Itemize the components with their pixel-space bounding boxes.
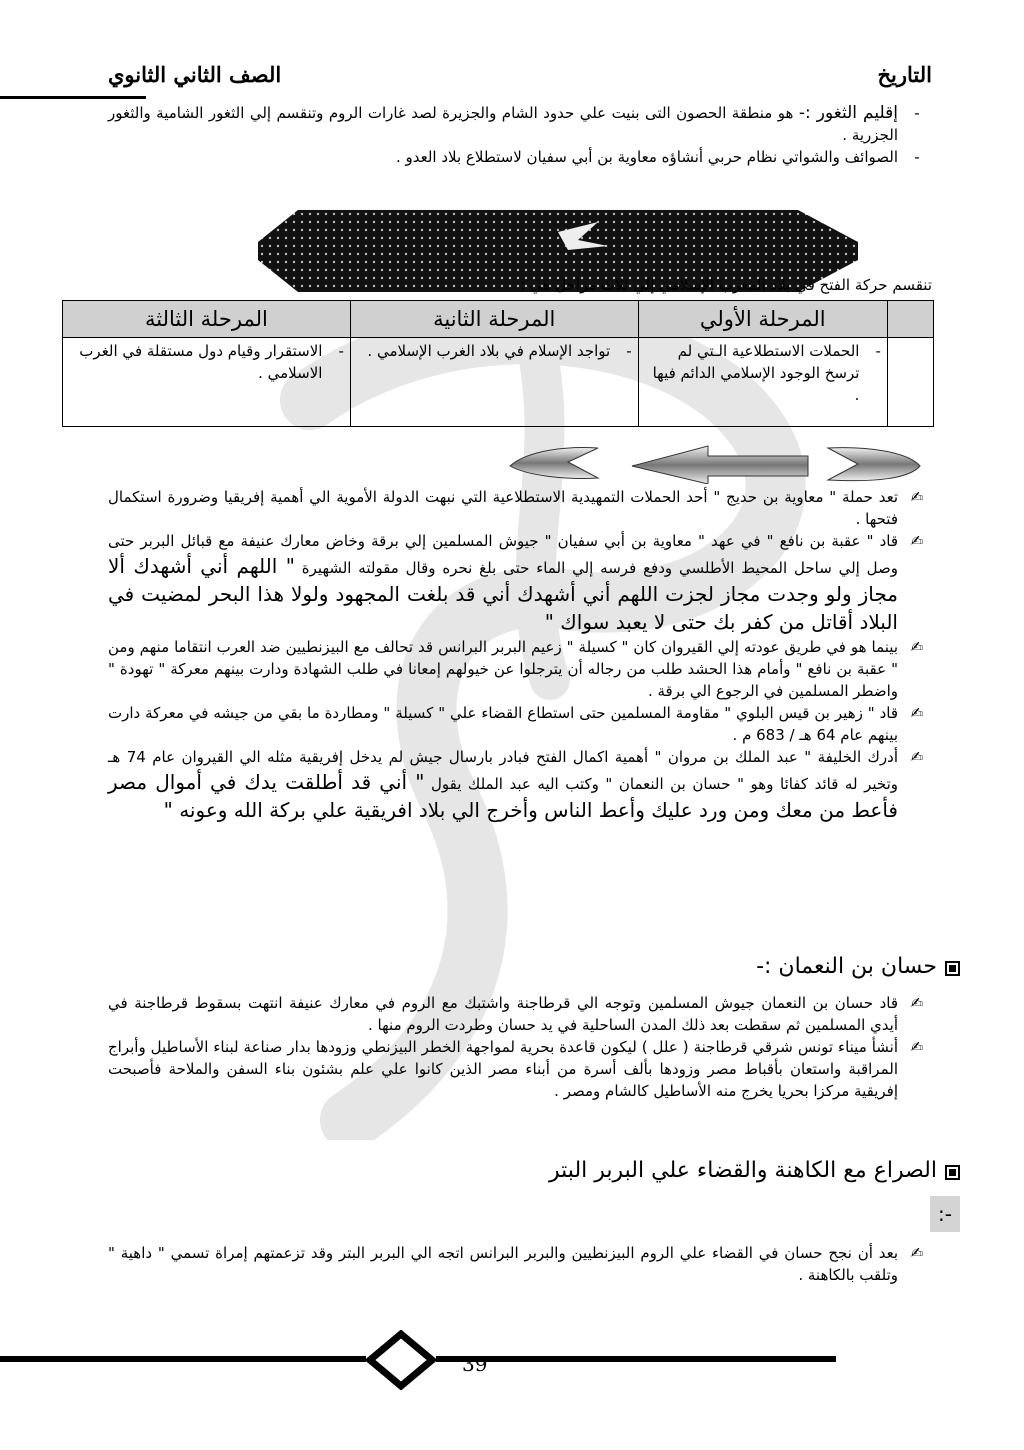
- table-cell: [638, 338, 887, 427]
- footer-rule-right: [436, 1356, 836, 1362]
- square-bullet-icon: [945, 1165, 960, 1180]
- decorative-arrows: [508, 442, 922, 484]
- list-item: [108, 1036, 928, 1102]
- table-header-cell: المرحلة الثالثة: [63, 301, 351, 338]
- dash-marker: -: [338, 342, 344, 360]
- writing-hand-icon: ✍: [910, 994, 924, 1012]
- item-text: بينما هو في طريق عودته إلي القيروان كان " كسيلة " زعيم البربر البرانس قد تحالف مع البيزنطيين ضد العرب انتقاما منهم ومن " عقبة بن نافع " وأمام هذا الحشد طلب من رجاله أن يترجلوا عن خيولهم إمعانا في طلب الشهادة ودارت بينهم معركة " تهودة " واضطر المسلمين في الرجوع الي برقة .: [108, 638, 898, 700]
- table-header-cell: المرحلة الثانية: [350, 301, 638, 338]
- item-text: قاد حسان بن النعمان جيوش المسلمين وتوجه الي قرطاجنة واشتبك مع الروم في معارك عنيفة انتهت بسقوط قرطاجنة في أيدي المسلمين ثم سقطت بعد ذلك المدن الساحلية في يد حسان وطردت الروم منها .: [108, 994, 898, 1034]
- section-title: الصراع مع الكاهنة والقضاء علي البربر البتر: [549, 1158, 937, 1183]
- list-item: [108, 530, 928, 636]
- intro-block: [108, 102, 928, 168]
- table-header-cell: المرحلة الأولي: [638, 301, 887, 338]
- intro-item: [108, 146, 928, 168]
- phases-caption: تنقسم حركة الفتح في بلاد المغرب الإسلامي إلي ثلاث مراحل هي :: [520, 276, 932, 294]
- intro-item: [108, 102, 928, 146]
- subject-title: التاريخ: [877, 62, 932, 87]
- footer-diamond-ornament: [366, 1330, 436, 1390]
- term-definition: هو منطقة الحصون التى بنيت علي حدود الشام والجزيرة لصد غارات الروم وتنقسم إلي الثغور الشامية والثغور الجزرية .: [108, 104, 898, 144]
- writing-hand-icon: ✍: [910, 488, 924, 506]
- item-text: تعد حملة " معاوية بن حديج " أحد الحملات التمهيدية الاستطلاعية التي نبهت الدولة الأموية الي أهمية إفريقيا وضرورة استكمال فتحها .: [108, 488, 898, 528]
- section2-bullets: [108, 992, 928, 1102]
- writing-hand-icon: ✍: [910, 704, 924, 722]
- item-text: أدرك الخليفة " عبد الملك بن مروان " أهمية اكمال الفتح فبادر بارسال جيش لم يدخل إفريقية مثله الي القيروان عام 74 هـ وتخير له قائد كفائا وهو " حسان بن النعمان " وكتب اليه عبد الملك يقول: [108, 748, 898, 793]
- intro-text: الصوائف والشواتي نظام حربي أنشاؤه معاوية بن أبي سفيان لاستطلاع بلاد العدو .: [395, 148, 898, 166]
- table-cell: [63, 338, 351, 427]
- writing-hand-icon: ✍: [910, 1038, 924, 1056]
- table-corner: [887, 301, 933, 338]
- list-item: [108, 702, 928, 746]
- list-item: [108, 992, 928, 1036]
- section3-bullets: [108, 1242, 928, 1286]
- item-text: قاد " عقبة بن نافع " في عهد " معاوية بن أبي سفيان " جيوش المسلمين إلي برقة وخاض معارك عنيفة مع قبائل البربر حتى وصل إلي ساحل المحيط الأطلسي ودفع فرسه إلي الماء حتى بلغ نحره وقال مقولته الشهيرة: [108, 532, 898, 577]
- cell-text: تواجد الإسلام في بلاد الغرب الإسلامي .: [367, 342, 611, 360]
- square-bullet-icon: [945, 961, 960, 976]
- writing-hand-icon: ✍: [910, 1244, 924, 1262]
- dash-marker: -: [914, 104, 920, 122]
- writing-hand-icon: ✍: [910, 638, 924, 656]
- dash-marker: -: [914, 148, 920, 166]
- section-heading-kahina: [420, 1158, 960, 1183]
- cell-text: الاستقرار وقيام دول مستقلة في الغرب الاسلامي .: [79, 342, 323, 382]
- item-quote: " اللهم أني أشهدك ألا مجاز ولو وجدت مجاز لجزت اللهم أني أشهدك أني قد بلغت المجهود ولولا هذا البحر لمضيت في البلاد أقاتل من كفر بك حتى لا يعبد سواك ": [108, 554, 898, 634]
- item-text: أنشأ ميناء تونس شرقي قرطاجنة ( علل ) ليكون قاعدة بحرية لمواجهة الخطر البيزنطي وزودها بدار صناعة لبناء الأساطيل وأبراج المراقبة واستعان بأقباط مصر وزودها بألف أسرة من أبناء مصر الذين كانوا علي علم بشئون بناء السفن والملاحة فأصبحت إفريقية مركزا بحريا يخرج منه الأساطيل كالشام ومصر .: [108, 1038, 898, 1100]
- writing-hand-icon: ✍: [910, 532, 924, 550]
- phases-table: [62, 300, 934, 427]
- list-item: [108, 636, 928, 702]
- list-item: [108, 486, 928, 530]
- writing-hand-icon: ✍: [910, 748, 924, 766]
- item-quote: " أني قد أطلقت يدك في أموال مصر فأعط من معك ومن ورد عليك وأعط الناس وأخرج الي بلاد افريقية علي بركة الله وعونه ": [108, 770, 898, 822]
- section-title-tail: -:: [930, 1196, 960, 1232]
- dash-marker: -: [626, 342, 632, 360]
- item-text: قاد " زهير بن قيس البلوي " مقاومة المسلمين حتى استطاع القضاء علي " كسيلة " ومطاردة ما بقي من جيشه في معركة دارت بينهم عام 64 هـ / 683 م .: [108, 704, 898, 744]
- section-heading-hassan: [700, 954, 960, 979]
- list-item: [108, 1242, 928, 1286]
- header-rule: [0, 96, 146, 99]
- page-number: 39: [462, 1352, 488, 1376]
- table-cell: [887, 338, 933, 427]
- section-title: حسان بن النعمان :-: [756, 954, 937, 979]
- dash-marker: -: [875, 342, 881, 360]
- grade-title: الصف الثاني الثانوي: [108, 62, 282, 87]
- list-item: [108, 746, 928, 824]
- main-bullets: [108, 486, 928, 824]
- item-text: بعد أن نجح حسان في القضاء علي الروم البيزنطيين والبربر البرانس اتجه الي البربر البتر وقد تزعمتهم إمراة تسمي " داهية " وتلقب بالكاهنة .: [108, 1244, 898, 1284]
- cell-text: الحملات الاستطلاعية الـتي لم ترسخ الوجود الإسلامي الدائم فيها .: [652, 342, 860, 404]
- footer-rule-left: [0, 1356, 366, 1362]
- term-label: إقليم الثغور :-: [798, 103, 898, 123]
- table-cell: [350, 338, 638, 427]
